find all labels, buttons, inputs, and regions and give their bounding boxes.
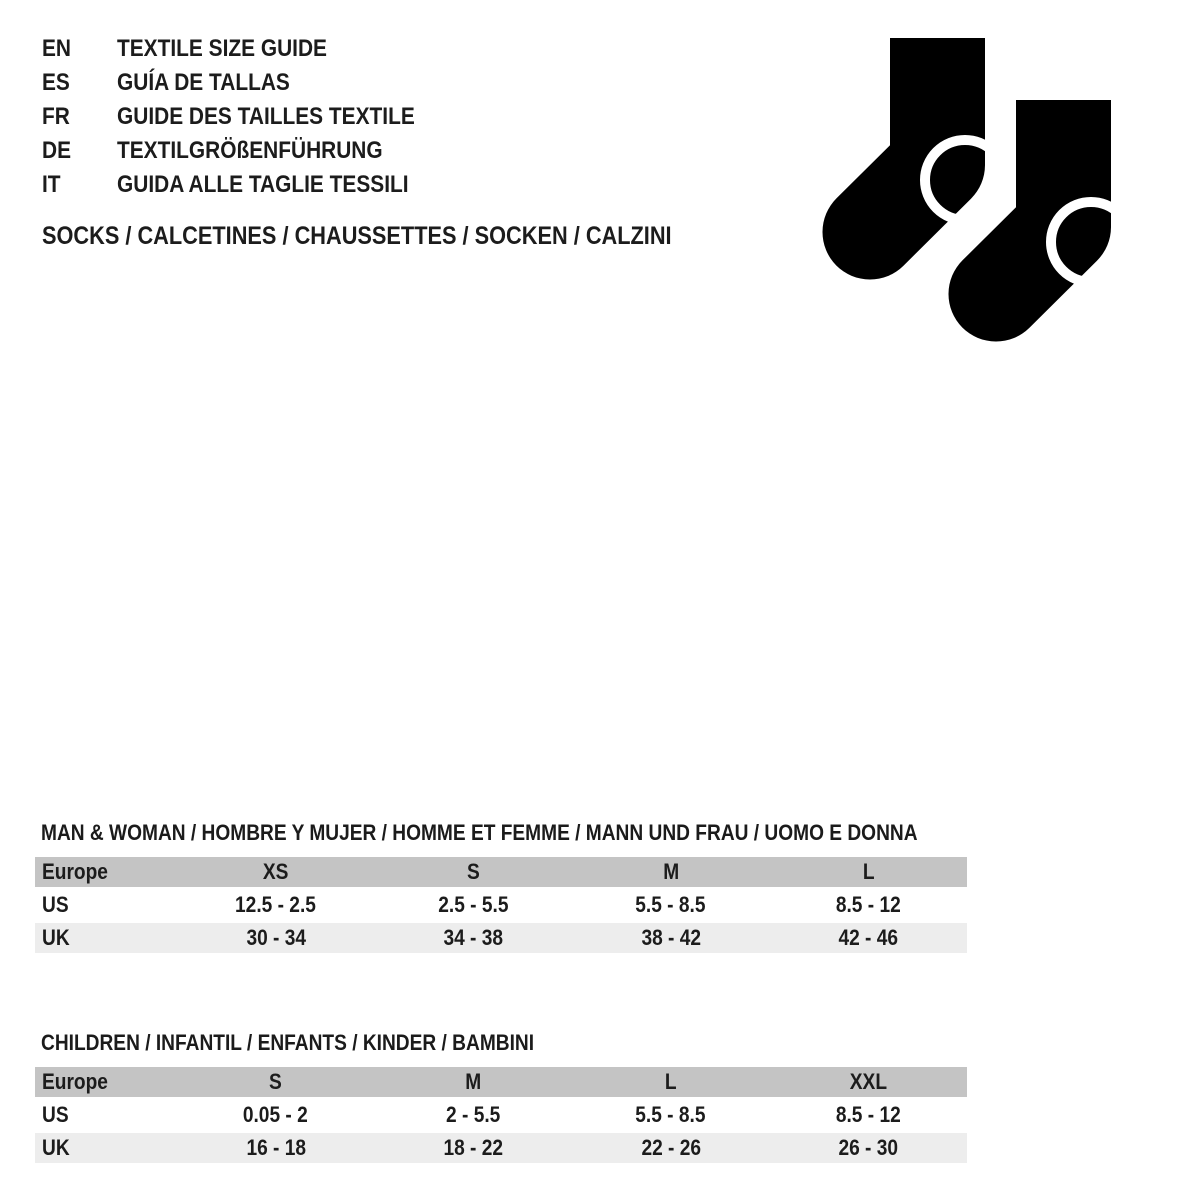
language-label: GUÍA DE TALLAS [117,69,290,96]
size-cell [770,890,968,923]
size-cell-text: 34 - 38 [443,925,504,950]
size-cell-text: 42 - 46 [838,925,899,950]
size-cell-text: 5.5 - 8.5 [635,1102,706,1127]
size-cell-text: 26 - 30 [838,1135,899,1160]
size-cell [177,1100,375,1133]
language-label: TEXTILE SIZE GUIDE [117,35,327,62]
row-label-text: UK [42,1135,70,1160]
language-label: GUIDA ALLE TAGLIE TESSILI [117,171,409,198]
language-row [42,66,459,100]
size-cell [375,923,573,953]
column-header-text: L [862,859,875,884]
row-label [35,1133,177,1163]
size-cell-text: 8.5 - 12 [835,892,901,917]
language-row [42,32,459,66]
adult-table-title [41,820,967,845]
size-cell [177,923,375,953]
column-header-s [177,1067,375,1100]
size-cell-text: 8.5 - 12 [835,1102,901,1127]
column-header-text: L [664,1069,677,1094]
children-table-title-text: CHILDREN / INFANTIL / ENFANTS / KINDER / BAMBINI [41,1030,535,1055]
row-label-text: UK [42,925,70,950]
size-cell-text: 22 - 26 [640,1135,701,1160]
language-code: FR [42,103,70,130]
table-row-us [35,890,967,923]
table-header-row [35,857,967,890]
language-label: TEXTILGRÖßENFÜHRUNG [117,137,383,164]
size-cell [177,890,375,923]
adult-size-table [35,857,967,953]
size-cell-text: 2 - 5.5 [446,1102,501,1127]
size-cell-text: 0.05 - 2 [243,1102,309,1127]
size-cell [572,1133,770,1163]
table-header-row [35,1067,967,1100]
size-cell [770,1133,968,1163]
column-header-s [375,857,573,890]
column-header-text: M [662,859,679,884]
column-header-xs [177,857,375,890]
column-header-m [375,1067,573,1100]
size-cell [572,1100,770,1133]
language-row [42,134,459,168]
size-cell-text: 16 - 18 [245,1135,306,1160]
children-size-table [35,1067,967,1163]
row-label [35,890,177,923]
language-row [42,168,459,202]
column-header-europe [35,1067,177,1100]
column-header-text: S [269,1069,283,1094]
size-cell [770,923,968,953]
column-header-text: M [465,1069,482,1094]
language-label: GUIDE DES TAILLES TEXTILE [117,103,415,130]
column-header-text: XS [262,859,289,884]
column-header-europe [35,857,177,890]
category-heading [42,222,766,251]
size-cell-text: 2.5 - 5.5 [438,892,509,917]
size-cell [770,1100,968,1133]
size-cell-text: 12.5 - 2.5 [235,892,317,917]
language-code: EN [42,35,72,62]
column-header-xxl [770,1067,968,1100]
children-table-title [41,1030,967,1055]
language-code: DE [42,137,72,164]
row-label [35,1100,177,1133]
table-row-uk [35,923,967,953]
column-header-m [572,857,770,890]
children-size-table-section [35,1030,967,1163]
column-header-l [572,1067,770,1100]
column-header-l [770,857,968,890]
size-cell [572,923,770,953]
category-heading-text: SOCKS / CALCETINES / CHAUSSETTES / SOCKEN / CALZINI [42,222,672,250]
column-header-text: Europe [42,1069,108,1094]
language-code: IT [42,171,61,198]
socks-icon [810,20,1140,350]
size-cell-text: 5.5 - 8.5 [635,892,706,917]
language-row [42,100,459,134]
table-row-uk [35,1133,967,1163]
language-title-list [42,32,459,202]
size-cell-text: 18 - 22 [443,1135,504,1160]
table-row-us [35,1100,967,1133]
column-header-text: S [466,859,480,884]
size-cell [177,1133,375,1163]
size-cell-text: 38 - 42 [640,925,701,950]
size-cell [572,890,770,923]
column-header-text: XXL [849,1069,887,1094]
language-code: ES [42,69,70,96]
adult-table-title-text: MAN & WOMAN / HOMBRE Y MUJER / HOMME ET FEMME / MANN UND FRAU / UOMO E DONNA [41,820,918,845]
column-header-text: Europe [42,859,108,884]
size-cell [375,890,573,923]
size-cell [375,1100,573,1133]
row-label-text: US [42,892,69,917]
size-cell [375,1133,573,1163]
row-label-text: US [42,1102,69,1127]
row-label [35,923,177,953]
size-cell-text: 30 - 34 [245,925,306,950]
adult-size-table-section [35,820,967,953]
